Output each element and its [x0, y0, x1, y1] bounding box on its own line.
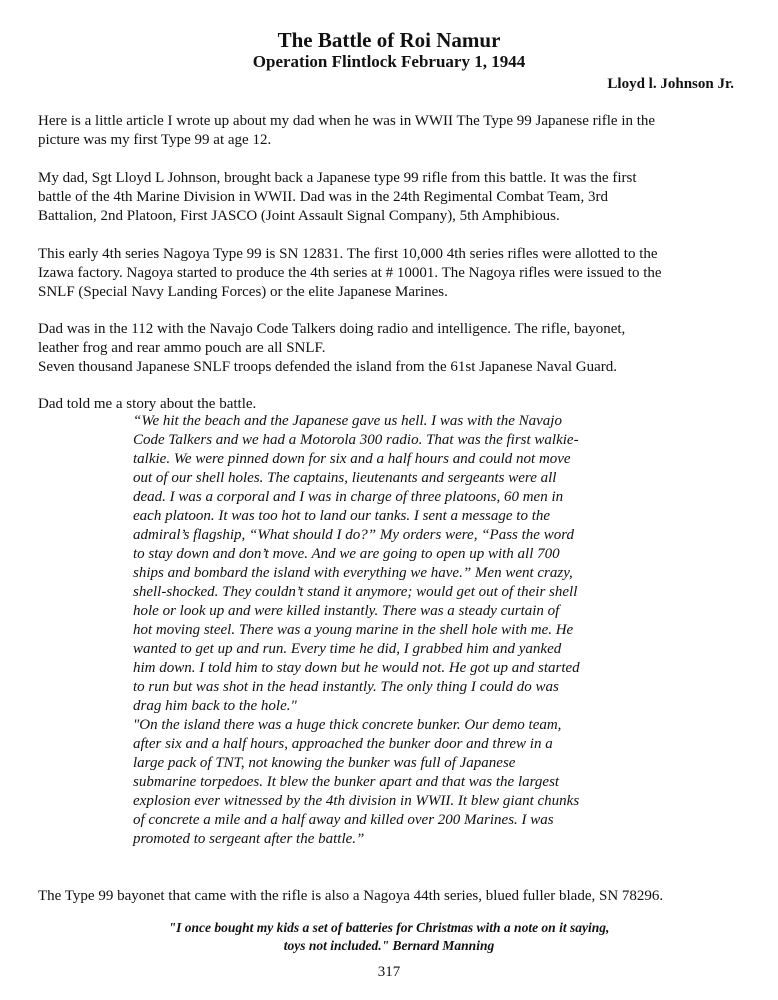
quote-line: Code Talkers and we had a Motorola 300 radio. That was the first walkie-: [133, 432, 579, 448]
text-line: picture was my first Type 99 at age 12.: [38, 132, 272, 148]
text-line: This early 4th series Nagoya Type 99 is SN 12831. The first 10,000 4th series rifles were allotted to the: [38, 246, 658, 262]
quote-line: “We hit the beach and the Japanese gave us hell. I was with the Navajo: [133, 413, 562, 429]
text-line: battle of the 4th Marine Division in WWII. Dad was in the 24th Regimental Combat Team, 3rd: [38, 189, 608, 205]
epigraph-quote: [0, 919, 778, 955]
quote-line: to stay down and don’t move. And we are going to open up with all 700: [133, 546, 560, 562]
text-line: SNLF (Special Navy Landing Forces) or the elite Japanese Marines.: [38, 284, 448, 300]
text-line: toys not included." Bernard Manning: [283, 938, 495, 953]
quote-line: him down. I told him to stay down but he would not. He got up and started: [133, 660, 580, 676]
text-line: The Type 99 bayonet that came with the rifle is also a Nagoya 44th series, blued fuller blade, SN 78296.: [38, 888, 664, 904]
text-line: "I once bought my kids a set of batteries for Christmas with a note on it saying,: [168, 920, 610, 935]
text-line: leather frog and rear ammo pouch are all SNLF.: [38, 340, 326, 356]
quote-line: shell-shocked. They couldn’t stand it anymore; would get out of their shell: [133, 584, 578, 600]
text-line: Here is a little article I wrote up about my dad when he was in WWII The Type 99 Japanese rifle in the: [38, 113, 656, 129]
quote-line: after six and a half hours, approached the bunker door and threw in a: [133, 736, 553, 752]
quote-line: dead. I was a corporal and I was in charge of three platoons, 60 men in: [133, 489, 564, 505]
paragraph-closing: [38, 887, 748, 906]
quote-line: each platoon. It was too hot to land our tanks. I sent a message to the: [133, 508, 551, 524]
quote-line: hot moving steel. There was a young marine in the shell hole with me. He: [133, 622, 574, 638]
text-line: Battalion, 2nd Platoon, First JASCO (Joint Assault Signal Company), 5th Amphibious.: [38, 208, 560, 224]
quote-line: ships and bombard the island with everything we have.” Men went crazy,: [133, 565, 573, 581]
text-line: Dad told me a story about the battle.: [38, 396, 257, 412]
paragraph-code-talkers: [38, 320, 748, 377]
author-byline: Lloyd l. Johnson Jr.: [607, 76, 734, 92]
text-line: Dad was in the 112 with the Navajo Code Talkers doing radio and intelligence. The rifle, bayonet,: [38, 321, 626, 337]
quote-line: wanted to get up and run. Every time he did, I grabbed him and yanked: [133, 641, 562, 657]
quote-line: large pack of TNT, not knowing the bunker was full of Japanese: [133, 755, 516, 771]
text-line: My dad, Sgt Lloyd L Johnson, brought back a Japanese type 99 rifle from this battle. It was the first: [38, 170, 637, 186]
quote-line: to run but was shot in the head instantly. The only thing I could do was: [133, 679, 559, 695]
text-line: Seven thousand Japanese SNLF troops defended the island from the 61st Japanese Naval Guard.: [38, 359, 618, 375]
quote-line: explosion ever witnessed by the 4th division in WWII. It blew giant chunks: [133, 793, 580, 809]
page-subtitle: Operation Flintlock February 1, 1944: [252, 52, 526, 71]
quote-line: drag him back to the hole.": [133, 698, 297, 714]
story-quote: [133, 412, 653, 849]
quote-line: promoted to sergeant after the battle.”: [133, 831, 365, 847]
paragraph-rifle: [38, 245, 748, 302]
text-line: Izawa factory. Nagoya started to produce the 4th series at # 10001. The Nagoya rifles were issued to the: [38, 265, 662, 281]
paragraph-intro: [38, 112, 748, 150]
quote-line: talkie. We were pinned down for six and a half hours and could not move: [133, 451, 571, 467]
quote-line: out of our shell holes. The captains, lieutenants and sergeants were all: [133, 470, 557, 486]
page-number: 317: [377, 964, 401, 980]
page-title: The Battle of Roi Namur: [277, 28, 501, 52]
quote-line: "On the island there was a huge thick concrete bunker. Our demo team,: [133, 717, 562, 733]
quote-line: hole or look up and were killed instantly. There was a steady curtain of: [133, 603, 560, 619]
quote-line: submarine torpedoes. It blew the bunker apart and that was the largest: [133, 774, 560, 790]
quote-line: of concrete a mile and a half away and killed over 200 Marines. I was: [133, 812, 554, 828]
paragraph-dad: [38, 169, 748, 226]
quote-line: admiral’s flagship, “What should I do?” My orders were, “Pass the word: [133, 527, 574, 543]
